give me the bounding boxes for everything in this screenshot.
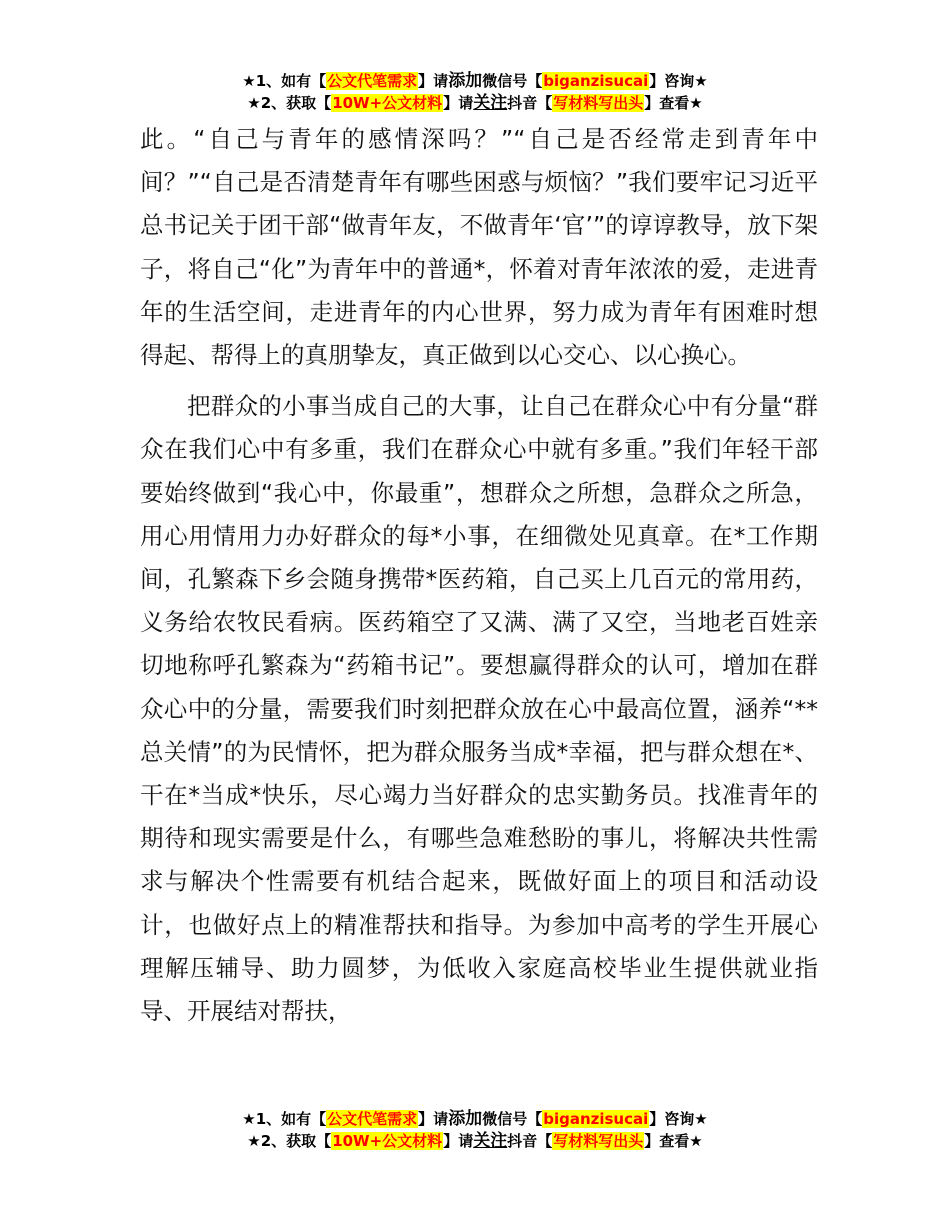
highlight-wechat-id: biganzisucai [543,1110,649,1128]
banner-text: ★1、如有【 [242,1110,327,1128]
highlight-douyin-account: 写材料写出头 [553,1132,644,1150]
banner-text: ★1、如有【 [242,72,327,90]
banner-text: 关注 [473,1131,508,1151]
banner-text: 添加 [448,1109,483,1129]
banner-text: 添加 [448,71,483,91]
banner-text: 】咨询★ [649,72,708,90]
banner-line-2 [0,92,950,114]
banner-text: 微信号【 [482,1110,543,1128]
banner-text: 关注 [473,93,508,113]
banner-text: 】请 [418,1110,449,1128]
banner-text: 抖音【 [507,1132,553,1150]
banner-text: 】请 [418,72,449,90]
banner-text: 】咨询★ [649,1110,708,1128]
highlight-ghostwriting: 公文代笔需求 [327,1110,418,1128]
banner-text: 抖音【 [507,94,553,112]
highlight-materials: 10W+公文材料 [332,94,443,112]
paragraph: 此。“自己与青年的感情深吗？”“自己是否经常走到青年中间？”“自己是否清楚青年有哪些困惑与烦恼？”我们要牢记习近平总书记关于团干部“做青年友，不做青年‘官’”的谆谆教导，放下架子，将自己“化”为青年中的普通*，怀着对青年浓浓的爱，走进青年的生活空间，走进青年的内心世界，努力成为青年有困难时想得起、帮得上的真朋挚友，真正做到以心交心、以心换心。 [140,125,818,370]
banner-text: 】查看★ [644,94,703,112]
highlight-douyin-account: 写材料写出头 [553,94,644,112]
footer-banner [0,1108,950,1152]
banner-text: 微信号【 [482,72,543,90]
banner-line-1 [0,1108,950,1130]
banner-line-2 [0,1130,950,1152]
banner-text: 】请 [443,1132,474,1150]
banner-text: ★2、获取【 [247,1132,332,1150]
banner-text: 】查看★ [644,1132,703,1150]
document-body [140,118,818,1033]
banner-text: 】请 [443,94,474,112]
highlight-wechat-id: biganzisucai [543,72,649,90]
banner-text: ★2、获取【 [247,94,332,112]
paragraph: 把群众的小事当成自己的大事，让自己在群众心中有分量“群众在我们心中有多重，我们在群众心中就有多重。”我们年轻干部要始终做到“我心中，你最重”，想群众之所想，急群众之所急，用心用情用力办好群众的每*小事，在细微处见真章。在*工作期间，孔繁森下乡会随身携带*医药箱，自己买上几百元的常用药，义务给农牧民看病。医药箱空了又满、满了又空，当地老百姓亲切地称呼孔繁森为“药箱书记”。要想赢得群众的认可，增加在群众心中的分量，需要我们时刻把群众放在心中最高位置，涵养“**总关情”的为民情怀，把为群众服务当成*幸福，把与群众想在*、干在*当成*快乐，尽心竭力当好群众的忠实勤务员。找准青年的期待和现实需要是什么，有哪些急难愁盼的事儿，将解决共性需求与解决个性需要有机结合起来，既做好面上的项目和活动设计，也做好点上的精准帮扶和指导。为参加中高考的学生开展心理解压辅导、助力圆梦，为低收入家庭高校毕业生提供就业指导、开展结对帮扶， [140,392,818,1026]
highlight-ghostwriting: 公文代笔需求 [327,72,418,90]
header-banner [0,70,950,114]
highlight-materials: 10W+公文材料 [332,1132,443,1150]
banner-line-1 [0,70,950,92]
